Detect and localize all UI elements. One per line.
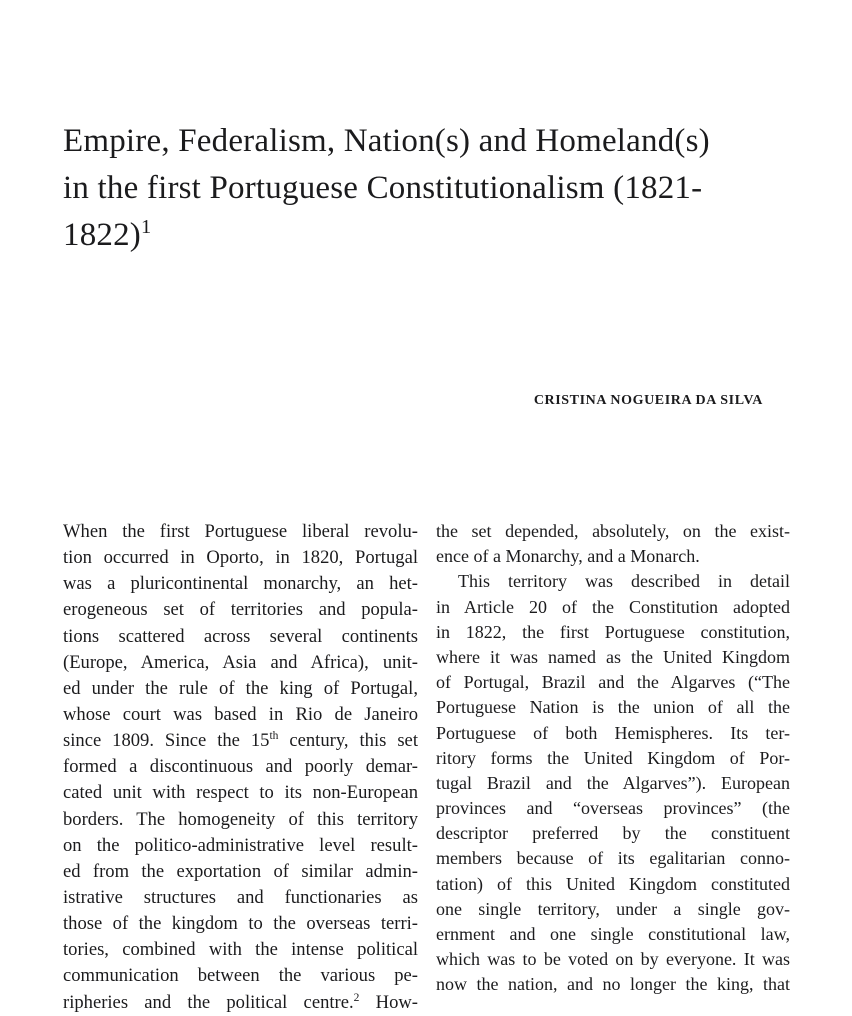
text-line: When the first Portuguese liberal revolu- <box>63 521 418 542</box>
text-line: tugal Brazil and the Algarves”). European <box>436 772 790 793</box>
page-title <box>63 118 803 259</box>
text-line: where it was named as the United Kingdom <box>436 646 790 667</box>
text-line: ernment and one single constitutional law, <box>436 924 790 944</box>
text-line: ripheries and the political centre.$^2$ How- <box>63 991 418 1013</box>
text-line: communication between the various pe- <box>63 965 418 987</box>
text-line: members because of its egalitarian conno- <box>436 848 790 869</box>
text-line: cated unit with respect to its non-European <box>63 782 418 804</box>
text-line: erogeneous set of territories and popula- <box>63 599 418 621</box>
text-line: now the nation, and no longer the king, that <box>436 974 790 995</box>
text-line: tion occurred in Oporto, in 1820, Portugal <box>63 547 418 569</box>
text-line: ed under the rule of the king of Portugal, <box>63 677 418 699</box>
text-line: in the first Portuguese Constitutionalism (1821- <box>63 170 703 206</box>
author-name: CRISTINA NOGUEIRA DA SILVA <box>533 393 763 408</box>
text-line: tation) of this United Kingdom constituted <box>436 873 790 894</box>
text-line: tions scattered across several continents <box>63 625 418 647</box>
text-line: (Europe, America, Asia and Africa), unit- <box>63 651 418 673</box>
text-line: ed from the exportation of similar admin- <box>63 860 418 882</box>
text-line: one single territory, under a single gov- <box>436 898 790 919</box>
text-line: since 1809. Since the 15th century, this set <box>63 729 418 752</box>
text-line: descriptor preferred by the constituent <box>436 823 790 844</box>
text-line: ritory forms the United Kingdom of Por- <box>436 747 790 768</box>
text-line: This territory was described in detail <box>458 571 790 592</box>
text-line: provinces and “overseas provinces” (the <box>436 798 790 819</box>
text-line: which was to be voted on by everyone. It was <box>436 949 790 970</box>
text-line: istrative structures and functionaries as <box>63 886 418 908</box>
text-line: the set depended, absolutely, on the exist- <box>436 521 790 541</box>
text-line: 1822)$^1$ <box>63 216 152 253</box>
text-line: whose court was based in Rio de Janeiro <box>63 703 418 725</box>
text-line: in 1822, the first Portuguese constitution, <box>436 621 790 642</box>
text-line: Empire, Federalism, Nation(s) and Homeland(s) <box>63 123 710 159</box>
text-line: was a pluricontinental monarchy, an het- <box>63 573 418 595</box>
text-line: those of the kingdom to the overseas terri- <box>63 913 418 935</box>
text-line: in Article 20 of the Constitution adopted <box>436 596 790 617</box>
text-line: tories, combined with the intense political <box>63 939 418 961</box>
text-line: of Portugal, Brazil and the Algarves (“The <box>436 672 790 693</box>
text-line: formed a discontinuous and poorly demar- <box>63 756 418 778</box>
text-line: on the politico-administrative level result- <box>63 834 418 856</box>
column-right <box>436 519 790 997</box>
column-left <box>63 519 418 1013</box>
text-line: Portuguese Nation is the union of all the <box>436 697 790 718</box>
text-line: borders. The homogeneity of this territory <box>63 808 418 830</box>
text-line: ence of a Monarchy, and a Monarch. <box>436 546 700 567</box>
text-line: Portuguese of both Hemispheres. Its ter- <box>436 722 790 743</box>
body-columns <box>63 519 790 1013</box>
